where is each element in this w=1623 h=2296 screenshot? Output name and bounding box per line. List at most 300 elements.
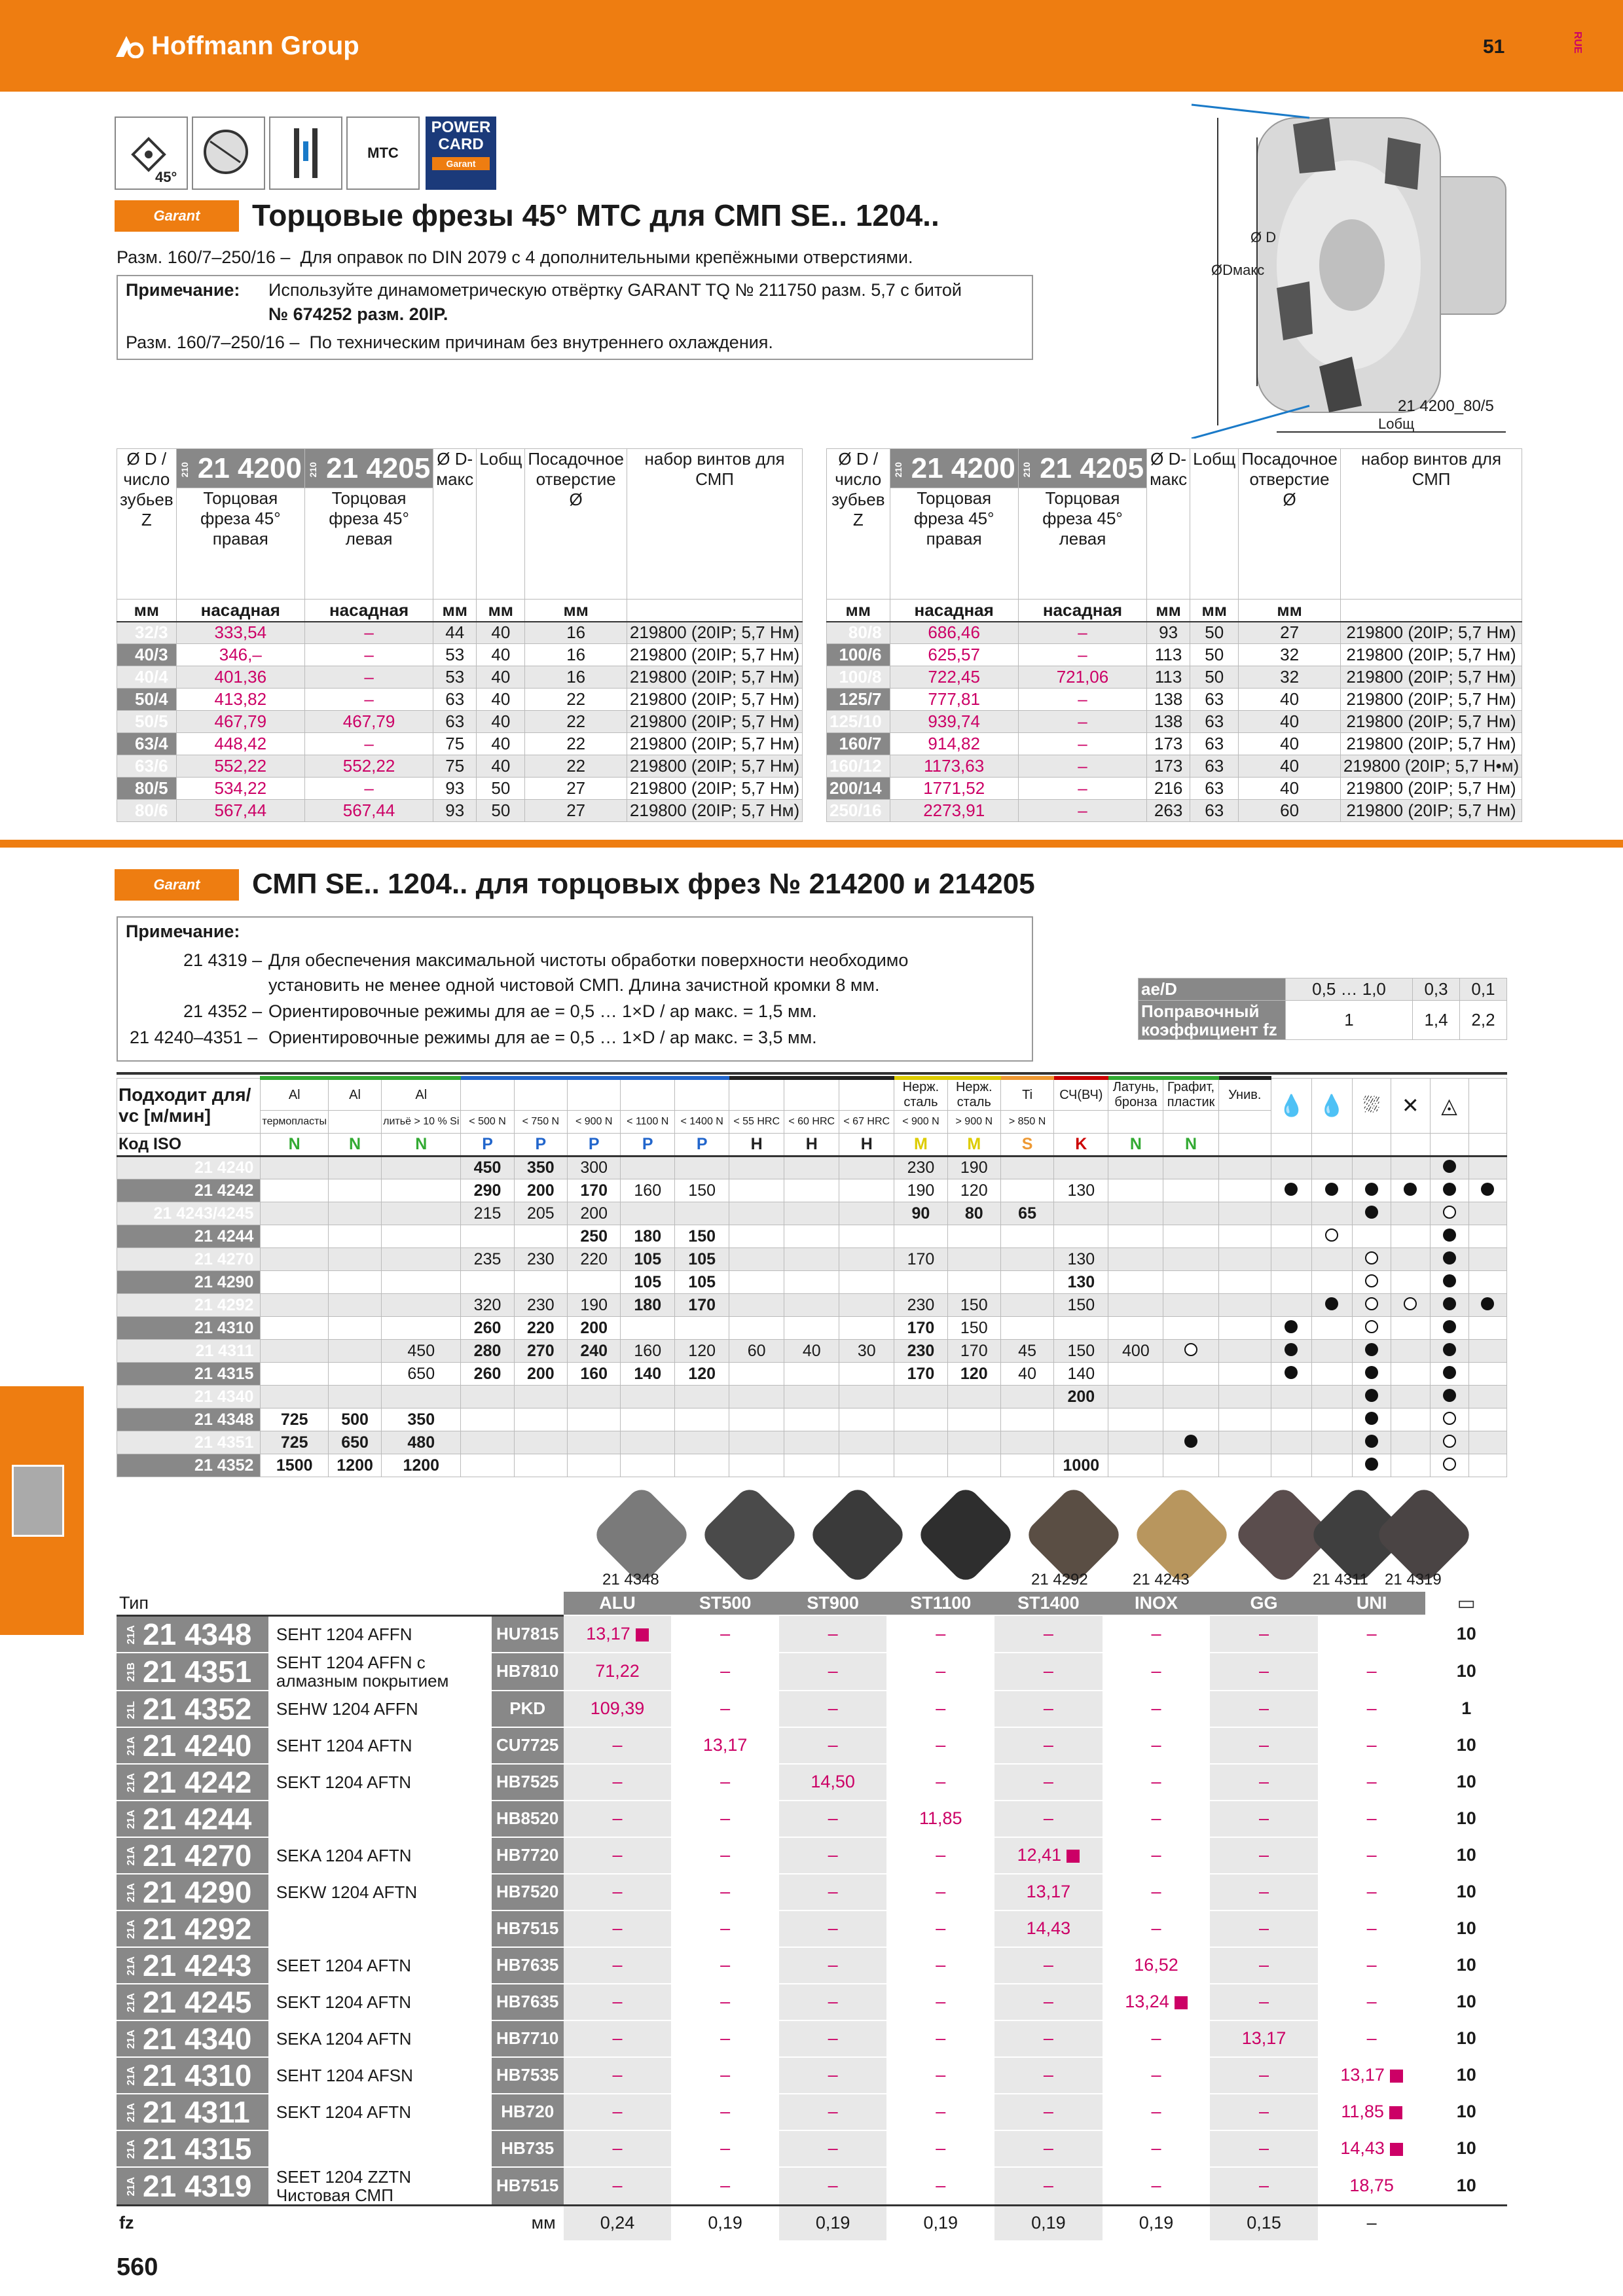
size-cell: 125/7 xyxy=(827,689,890,711)
package-qty: 10 xyxy=(1425,1653,1507,1691)
value-cell: 63 xyxy=(1190,800,1239,822)
svg-text:Lобщ: Lобщ xyxy=(1378,416,1415,432)
cutting-speed-cell: 190 xyxy=(568,1294,621,1317)
size-note-1: Разм. 160/7–250/16 – Для оправок по DIN 2079 с 4 дополнительными крепёжными отверстиями. xyxy=(117,247,913,267)
suitable-dot-icon xyxy=(1285,1366,1298,1379)
conditional-ring-icon xyxy=(1325,1229,1338,1242)
value-cell: 50 xyxy=(1190,666,1239,689)
price-cell: 625,57 xyxy=(890,644,1018,666)
insert-label: 21 4348 xyxy=(602,1571,659,1588)
article-prefix: 21A xyxy=(126,1773,137,1793)
price-cell: – xyxy=(1318,1947,1426,1984)
price-cell: – xyxy=(1018,800,1146,822)
article-number: 21 4243 xyxy=(143,1948,252,1982)
insert-label: 21 4311 xyxy=(1313,1571,1368,1588)
price-cell: 467,79 xyxy=(176,711,304,733)
cutting-speed-cell: 650 xyxy=(382,1363,461,1386)
stock-marker-icon xyxy=(1390,2070,1403,2083)
article-code: 21 4292 xyxy=(117,1294,261,1317)
package-qty: 10 xyxy=(1425,1837,1507,1874)
cutting-speed-cell: 290 xyxy=(461,1179,514,1202)
price-cell: 14,50 xyxy=(779,1764,887,1801)
coolant-spray-icon: ◬ xyxy=(1430,1078,1468,1134)
article-number: 21 4340 xyxy=(143,2021,252,2056)
package-qty: 10 xyxy=(1425,1947,1507,1984)
coolant-cell xyxy=(1271,1386,1311,1408)
cutting-speed-cell xyxy=(1218,1363,1271,1386)
cutting-speed-cell: 105 xyxy=(675,1248,729,1271)
fz-value: 0,19 xyxy=(886,2205,994,2241)
unit-cell: мм xyxy=(477,600,525,622)
package-qty: 10 xyxy=(1425,2094,1507,2130)
coolant-cell xyxy=(1468,1363,1506,1386)
value-cell: 219800 (20IP; 5,7 Нм) xyxy=(1340,800,1522,822)
cutting-speed-cell xyxy=(261,1225,329,1248)
suitable-dot-icon xyxy=(1481,1297,1494,1310)
article-code: 21 4340 xyxy=(117,1386,261,1408)
note2-code-2: 21 4352 – xyxy=(183,1001,263,1021)
cutting-speed-cell: 30 xyxy=(839,1340,894,1363)
price-cell: – xyxy=(671,1837,779,1874)
cutting-speed-cell: 160 xyxy=(621,1340,675,1363)
table-row xyxy=(117,1294,1507,1317)
cutting-speed-cell xyxy=(947,1271,1000,1294)
coolant-cell xyxy=(1391,1363,1430,1386)
material-header xyxy=(675,1078,729,1111)
price-cell: – xyxy=(564,1947,672,1984)
col-d-header: Ø D / число зубьев Z xyxy=(827,449,890,600)
correction-table xyxy=(1138,978,1507,1040)
insert-image-st xyxy=(699,1484,801,1586)
value-cell: 32 xyxy=(1239,644,1341,666)
garant-logo: Garant xyxy=(115,869,239,901)
insert-type: SEHT 1204 AFFN xyxy=(268,1615,492,1653)
cutting-speed-cell xyxy=(1108,1294,1163,1317)
iso-code xyxy=(1430,1134,1468,1157)
table-row xyxy=(117,2167,1507,2206)
coolant-cell xyxy=(1468,1408,1506,1431)
article-code: 21 4270 xyxy=(117,1248,261,1271)
coolant-cell xyxy=(1430,1386,1468,1408)
price-cell: 13,17 xyxy=(564,1615,672,1653)
cutting-speed-cell xyxy=(1108,1271,1163,1294)
cutting-speed-cell xyxy=(514,1225,567,1248)
price-cell: – xyxy=(1103,2020,1211,2057)
page-number-top: 51 xyxy=(1483,36,1505,58)
col-bore-header: Посадочное отверстие Ø xyxy=(1239,449,1341,600)
coolant-cell xyxy=(1271,1363,1311,1386)
col-dmax-header: Ø D-макс xyxy=(1147,449,1190,600)
material-subheader xyxy=(1054,1111,1108,1134)
iso-code: P xyxy=(568,1134,621,1157)
price-cell: 567,44 xyxy=(176,800,304,822)
cutting-speed-cell xyxy=(1000,1248,1053,1271)
unit-cell: мм xyxy=(433,600,477,622)
table-row xyxy=(117,778,803,800)
coolant-cell xyxy=(1468,1271,1506,1294)
table-row xyxy=(117,1691,1507,1727)
value-cell: 219800 (20IP; 5,7 Нм) xyxy=(627,778,802,800)
price-cell: – xyxy=(1103,1691,1211,1727)
size-cell: 80/8 xyxy=(827,622,890,644)
cutting-speed-cell xyxy=(382,1202,461,1225)
price-cell: – xyxy=(304,689,433,711)
material-subheader: < 55 HRC xyxy=(729,1111,784,1134)
article-code xyxy=(117,1653,268,1691)
table-row xyxy=(827,666,1522,689)
cutting-speed-cell xyxy=(675,1454,729,1477)
table-row xyxy=(827,689,1522,711)
article-number: 21 4240 xyxy=(143,1728,252,1763)
value-cell: 219800 (20IP; 5,7 Нм) xyxy=(627,733,802,755)
value-cell: 173 xyxy=(1147,755,1190,778)
cutting-speed-cell xyxy=(839,1271,894,1294)
unit-cell: насадная xyxy=(176,600,304,622)
iso-code xyxy=(1391,1134,1430,1157)
price-cell: – xyxy=(1210,1874,1317,1910)
coolant-cell xyxy=(1311,1271,1352,1294)
value-cell: 219800 (20IP; 5,7 Нм) xyxy=(627,666,802,689)
value-cell: 138 xyxy=(1147,689,1190,711)
insert-type: SEHT 1204 AFTN xyxy=(268,1727,492,1764)
cutting-speed-cell xyxy=(839,1202,894,1225)
grade-code: HB7720 xyxy=(492,1837,564,1874)
cutting-speed-cell xyxy=(261,1202,329,1225)
cutting-speed-cell: 150 xyxy=(1054,1294,1108,1317)
coolant-cell xyxy=(1430,1157,1468,1179)
cutting-speed-cell: 230 xyxy=(894,1294,947,1317)
unit-cell xyxy=(627,600,802,622)
cutting-speed-cell xyxy=(261,1363,329,1386)
package-qty: 10 xyxy=(1425,1984,1507,2020)
price-cell: 1173,63 xyxy=(890,755,1018,778)
value-cell: 219800 (20IP; 5,7 Нм) xyxy=(627,800,802,822)
cutting-speed-cell xyxy=(894,1408,947,1431)
cutting-speed-cell xyxy=(839,1454,894,1477)
cutting-speed-cell xyxy=(461,1386,514,1408)
coolant-cell xyxy=(1311,1179,1352,1202)
cutting-speed-cell xyxy=(784,1431,839,1454)
coolant-cell xyxy=(1430,1248,1468,1271)
price-cell: 13,24 xyxy=(1103,1984,1211,2020)
cutting-speed-cell xyxy=(1163,1431,1218,1454)
iso-row xyxy=(117,1134,1507,1157)
conditional-ring-icon xyxy=(1365,1297,1378,1310)
cutting-speed-cell: 150 xyxy=(1054,1340,1108,1363)
iso-code: H xyxy=(784,1134,839,1157)
price-cell: 2273,91 xyxy=(890,800,1018,822)
cutting-speed-cell xyxy=(1054,1431,1108,1454)
cutting-speed-cell: 65 xyxy=(1000,1202,1053,1225)
cutting-speed-cell xyxy=(382,1225,461,1248)
coolant-mist-icon: ⛆ xyxy=(1352,1078,1391,1134)
coolant-cell xyxy=(1271,1317,1311,1340)
coolant-cell xyxy=(1352,1179,1391,1202)
unit-cell: насадная xyxy=(304,600,433,622)
cutting-speed-cell: 260 xyxy=(461,1317,514,1340)
price-cell: – xyxy=(779,1984,887,2020)
table-row xyxy=(117,1454,1507,1477)
price-cell: – xyxy=(1210,1910,1317,1947)
cutting-speed-cell: 280 xyxy=(461,1340,514,1363)
cutting-speed-cell xyxy=(947,1454,1000,1477)
size-cell: 80/6 xyxy=(117,800,177,822)
value-cell: 138 xyxy=(1147,711,1190,733)
suitable-dot-icon xyxy=(1365,1458,1378,1471)
cutting-speed-cell: 120 xyxy=(675,1340,729,1363)
price-cell: – xyxy=(1318,1653,1426,1691)
grade-code: HB7515 xyxy=(492,2167,564,2206)
coolant-cell xyxy=(1352,1317,1391,1340)
cutting-speed-cell xyxy=(784,1157,839,1179)
cutting-speed-cell: 150 xyxy=(675,1179,729,1202)
price-cell: – xyxy=(564,2094,672,2130)
cutting-speed-cell: 190 xyxy=(947,1157,1000,1179)
note2-text-3: Ориентировочные режимы для aе = 0,5 … 1×D / ap макс. = 3,5 мм. xyxy=(268,1028,817,1047)
unit-cell: мм xyxy=(827,600,890,622)
material-header: Al xyxy=(329,1078,382,1111)
iso-code: H xyxy=(839,1134,894,1157)
price-cell: 109,39 xyxy=(564,1691,672,1727)
cutting-speed-cell xyxy=(839,1408,894,1431)
cutting-speed-cell xyxy=(261,1157,329,1179)
cutting-speed-cell: 235 xyxy=(461,1248,514,1271)
cutting-speed-cell: 130 xyxy=(1054,1179,1108,1202)
cutting-speed-cell xyxy=(784,1408,839,1431)
article-number: 21 4351 xyxy=(143,1654,252,1689)
brand-logo xyxy=(115,31,359,61)
price-cell: – xyxy=(994,1947,1103,1984)
material-header xyxy=(461,1078,514,1111)
cutting-speed-cell xyxy=(729,1225,784,1248)
power-card-badge: POWER CARD Garant xyxy=(426,117,496,190)
article-code xyxy=(117,1984,268,2020)
coolant-cell xyxy=(1391,1225,1430,1248)
coolant-cell xyxy=(1311,1248,1352,1271)
price-cell: – xyxy=(886,1691,994,1727)
value-cell: 16 xyxy=(525,644,627,666)
desc-left: Торцовая фреза 45° левая xyxy=(304,488,433,600)
grade-code: HB7515 xyxy=(492,1910,564,1947)
value-cell: 219800 (20IP; 5,7 Нм) xyxy=(1340,644,1522,666)
table-row xyxy=(117,2020,1507,2057)
price-cell: – xyxy=(671,1910,779,1947)
price-cell: – xyxy=(671,2167,779,2206)
material-subheader xyxy=(1163,1111,1218,1134)
cutting-speed-cell: 45 xyxy=(1000,1340,1053,1363)
svg-text:45°: 45° xyxy=(155,169,177,185)
suitable-dot-icon xyxy=(1325,1183,1338,1196)
value-cell: 219800 (20IP; 5,7 Нм) xyxy=(1340,622,1522,644)
article-code: 21 4290 xyxy=(117,1271,261,1294)
conditional-ring-icon xyxy=(1365,1320,1378,1333)
package-qty: 10 xyxy=(1425,1764,1507,1801)
coolant-cell xyxy=(1352,1363,1391,1386)
coolant-cell xyxy=(1352,1248,1391,1271)
cutting-speed-cell: 1200 xyxy=(329,1454,382,1477)
note2-code-1: 21 4319 – xyxy=(183,950,263,970)
art-header-4200: 210 21 4200 xyxy=(176,449,304,488)
iso-code: M xyxy=(947,1134,1000,1157)
iso-code: N xyxy=(1108,1134,1163,1157)
coolant-cell xyxy=(1352,1202,1391,1225)
conditional-ring-icon xyxy=(1365,1251,1378,1265)
table-row xyxy=(117,1202,1507,1225)
cutting-speed-cell xyxy=(1218,1454,1271,1477)
cutting-speed-cell xyxy=(729,1202,784,1225)
coolant-cell xyxy=(1271,1454,1311,1477)
price-cell: – xyxy=(994,1653,1103,1691)
material-subheader: < 900 N xyxy=(894,1111,947,1134)
price-cell: – xyxy=(886,1910,994,1947)
cutting-speed-cell xyxy=(1218,1317,1271,1340)
grade-code: HB7525 xyxy=(492,1764,564,1801)
svg-text:Ø D: Ø D xyxy=(1250,229,1277,245)
size-cell: 32/3 xyxy=(117,622,177,644)
cutting-speed-cell xyxy=(1163,1294,1218,1317)
price-cell: – xyxy=(886,1653,994,1691)
suitable-dot-icon xyxy=(1365,1389,1378,1402)
price-cell: 12,41 xyxy=(994,1837,1103,1874)
price-cell: – xyxy=(1018,778,1146,800)
value-cell: 50 xyxy=(477,778,525,800)
cutting-speed-cell: 250 xyxy=(568,1225,621,1248)
article-number: 21 4352 xyxy=(143,1691,252,1726)
cutting-speed-cell xyxy=(514,1454,567,1477)
cutting-speed-cell xyxy=(461,1225,514,1248)
price-cell: 448,42 xyxy=(176,733,304,755)
col-l-header: Lобщ xyxy=(1190,449,1239,600)
price-cell: – xyxy=(304,644,433,666)
value-cell: 93 xyxy=(433,778,477,800)
article-number: 21 4245 xyxy=(143,1984,252,2019)
price-cell: – xyxy=(994,1727,1103,1764)
milling-tab-icon xyxy=(12,1465,64,1537)
cutting-speed-cell xyxy=(1163,1202,1218,1225)
price-cell: – xyxy=(779,1653,887,1691)
coolant-cell xyxy=(1468,1248,1506,1271)
grade-code: HB735 xyxy=(492,2130,564,2167)
coolant-cell xyxy=(1468,1157,1506,1179)
cutting-speed-cell xyxy=(329,1294,382,1317)
price-cell: – xyxy=(671,1615,779,1653)
article-code xyxy=(117,2094,268,2130)
cutting-speed-cell xyxy=(784,1271,839,1294)
cutting-speed-cell xyxy=(1108,1179,1163,1202)
corr-val: 1 xyxy=(1286,1001,1413,1040)
price-cell: – xyxy=(1318,1727,1426,1764)
value-cell: 173 xyxy=(1147,733,1190,755)
cutting-speed-cell xyxy=(514,1386,567,1408)
stock-marker-icon xyxy=(1175,1996,1188,2009)
cutting-speed-cell: 170 xyxy=(568,1179,621,1202)
cutting-speed-cell xyxy=(784,1294,839,1317)
table-row xyxy=(117,2057,1507,2094)
cutting-speed-cell xyxy=(729,1408,784,1431)
cutting-speed-cell: 230 xyxy=(894,1340,947,1363)
brand-name: Hoffmann Group xyxy=(151,31,359,60)
price-cell: – xyxy=(886,1947,994,1984)
price-cell: 346,– xyxy=(176,644,304,666)
coolant-cell xyxy=(1311,1363,1352,1386)
cutting-speed-cell xyxy=(329,1363,382,1386)
value-cell: 219800 (20IP; 5,7 Нм) xyxy=(1340,689,1522,711)
cutting-speed-cell: 450 xyxy=(461,1157,514,1179)
cutting-speed-cell xyxy=(729,1386,784,1408)
coolant-cell xyxy=(1430,1317,1468,1340)
insert-price-table xyxy=(117,1592,1507,2242)
material-header xyxy=(568,1078,621,1111)
col-screws-header: набор винтов для СМП xyxy=(1340,449,1522,600)
insert-type: SEKT 1204 AFTN xyxy=(268,1764,492,1801)
suitable-dot-icon xyxy=(1365,1206,1378,1219)
cutting-speed-cell xyxy=(461,1271,514,1294)
price-cell: – xyxy=(886,1764,994,1801)
price-cell: – xyxy=(1103,1764,1211,1801)
cutting-speed-cell xyxy=(329,1179,382,1202)
insert-type: SEHT 1204 AFFN с алмазным покрытием xyxy=(268,1653,492,1691)
cutting-speed-cell xyxy=(621,1317,675,1340)
price-cell: – xyxy=(1210,1764,1317,1801)
price-cell: – xyxy=(1103,1874,1211,1910)
table-row xyxy=(117,1340,1507,1363)
cutting-speed-cell xyxy=(729,1317,784,1340)
grade-code: HB720 xyxy=(492,2094,564,2130)
value-cell: 40 xyxy=(477,666,525,689)
app-header-row xyxy=(117,1078,1507,1111)
price-cell: – xyxy=(1318,1837,1426,1874)
article-code xyxy=(117,1947,268,1984)
hoffmann-logo-icon xyxy=(115,35,145,58)
suitable-dot-icon xyxy=(1404,1183,1417,1196)
price-cell: 552,22 xyxy=(304,755,433,778)
article-code xyxy=(117,1801,268,1837)
corr-val: 0,1 xyxy=(1460,978,1507,1001)
grade-code: HB7710 xyxy=(492,2020,564,2057)
cutting-speed-cell xyxy=(329,1386,382,1408)
cutting-speed-cell xyxy=(329,1340,382,1363)
table-row xyxy=(117,1248,1507,1271)
application-table xyxy=(117,1076,1507,1477)
price-cell: – xyxy=(304,666,433,689)
cutting-speed-cell: 170 xyxy=(894,1317,947,1340)
cutting-speed-cell: 500 xyxy=(329,1408,382,1431)
cutting-speed-cell xyxy=(1218,1202,1271,1225)
price-cell: – xyxy=(994,1691,1103,1727)
price-cell: 14,43 xyxy=(994,1910,1103,1947)
coolant-cell xyxy=(1468,1386,1506,1408)
suitable-dot-icon xyxy=(1365,1435,1378,1448)
article-prefix: 21A xyxy=(126,2103,137,2123)
grade-header: UNI xyxy=(1318,1592,1426,1615)
coolant-cell xyxy=(1352,1225,1391,1248)
insert-image-st xyxy=(915,1484,1017,1586)
coolant-cell xyxy=(1391,1248,1430,1271)
value-cell: 40 xyxy=(477,733,525,755)
desc-right: Торцовая фреза 45° правая xyxy=(890,488,1018,600)
coolant-icon xyxy=(269,117,342,190)
price-cell: – xyxy=(779,2130,887,2167)
coolant-cell xyxy=(1391,1340,1430,1363)
table-row xyxy=(117,1386,1507,1408)
grade-header: ST1100 xyxy=(886,1592,994,1615)
suitable-dot-icon xyxy=(1285,1320,1298,1333)
cutting-speed-cell xyxy=(729,1157,784,1179)
insert-image-st xyxy=(807,1484,909,1586)
value-cell: 22 xyxy=(525,733,627,755)
coolant-cell xyxy=(1430,1202,1468,1225)
article-number: 21 4310 xyxy=(143,2058,252,2092)
